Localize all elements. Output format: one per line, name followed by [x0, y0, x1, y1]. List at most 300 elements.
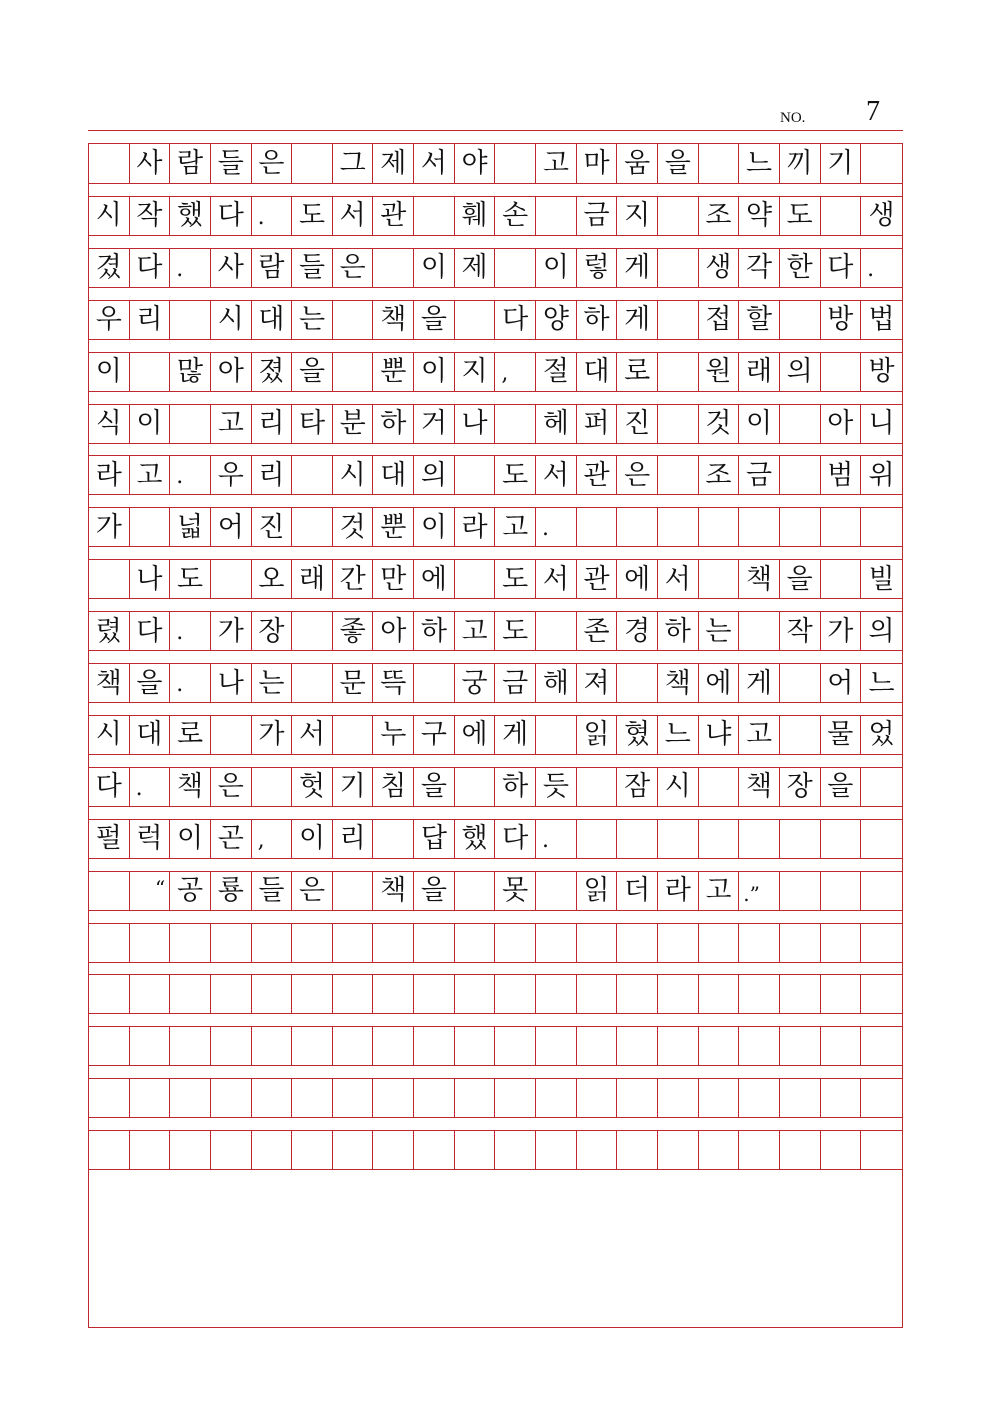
grid-row [89, 611, 902, 651]
grid-cell [739, 820, 780, 858]
grid-cell [739, 1131, 780, 1169]
grid-cell: 라 [455, 508, 496, 546]
grid-row [89, 559, 902, 599]
grid-cell: 은 [292, 872, 333, 910]
grid-cell [89, 144, 130, 183]
grid-cell [658, 353, 699, 391]
grid-cell [455, 456, 496, 494]
grid-cell [780, 1027, 821, 1065]
grid-cell: 가 [252, 716, 293, 754]
grid-cell [658, 249, 699, 287]
grid-cell [617, 924, 658, 962]
grid-cell: 책 [658, 664, 699, 702]
grid-cell [414, 1131, 455, 1169]
grid-cell: 뿐 [373, 508, 414, 546]
grid-cell: 라 [658, 872, 699, 910]
grid-cell [536, 1131, 577, 1169]
grid-cell [699, 1079, 740, 1117]
grid-cell [617, 820, 658, 858]
grid-cell [821, 197, 862, 235]
header-rule [88, 130, 903, 131]
grid-cell: . [252, 197, 293, 235]
grid-cell: 우 [211, 456, 252, 494]
grid-cell: 위 [868, 459, 895, 491]
grid-cell [130, 1079, 171, 1117]
grid-cell [780, 1079, 821, 1117]
grid-cell: 고 [495, 508, 536, 546]
grid-cell [373, 975, 414, 1013]
grid-cell [780, 872, 821, 910]
grid-cell: 이 [414, 249, 455, 287]
grid-cell [617, 1027, 658, 1065]
grid-cell [89, 1027, 130, 1065]
grid-cell: 지 [617, 197, 658, 235]
grid-cell: 읽 [577, 716, 618, 754]
grid-cell: 관 [577, 560, 618, 598]
grid-cell [495, 249, 536, 287]
grid-cell: 할 [739, 301, 780, 339]
grid-cell [699, 768, 740, 806]
grid-cell [861, 768, 902, 806]
grid-cell: 작 [130, 197, 171, 235]
grid-cell: , [252, 820, 293, 858]
grid-cell [292, 612, 333, 650]
grid-cell [861, 1131, 902, 1169]
grid-cell [699, 508, 740, 546]
grid-cell [536, 975, 577, 1013]
grid-cell [780, 820, 821, 858]
grid-cell [373, 1131, 414, 1169]
grid-cell [699, 1027, 740, 1065]
grid-cell: 지 [455, 353, 496, 391]
grid-cell [292, 144, 333, 183]
grid-cell [170, 301, 211, 339]
grid-cell: 이 [414, 508, 455, 546]
grid-cell: 럭 [130, 820, 171, 858]
grid-row [89, 663, 902, 703]
grid-cell: 게 [617, 301, 658, 339]
grid-cell: 어 [821, 664, 862, 702]
grid-cell [699, 975, 740, 1013]
grid-cell: 래 [739, 353, 780, 391]
grid-cell: 구 [414, 716, 455, 754]
grid-cell: 다 [89, 768, 130, 806]
grid-cell: 나 [130, 560, 171, 598]
grid-cell: 게 [495, 716, 536, 754]
grid-cell [252, 1131, 293, 1169]
grid-cell [211, 975, 252, 1013]
grid-cell [658, 924, 699, 962]
grid-cell: 다 [211, 197, 252, 235]
grid-cell: 들 [211, 144, 252, 183]
grid-cell: 느 [658, 716, 699, 754]
grid-cell: 조 [699, 456, 740, 494]
grid-cell [211, 1079, 252, 1117]
grid-cell: 을 [780, 560, 821, 598]
grid-row [89, 923, 902, 963]
grid-cell: 게 [617, 249, 658, 287]
grid-cell [89, 1131, 130, 1169]
grid-cell [780, 405, 821, 443]
grid-cell [455, 872, 496, 910]
grid-cell: . [867, 256, 875, 282]
grid-cell [170, 1131, 211, 1169]
grid-cell: 리 [252, 456, 293, 494]
grid-cell [414, 197, 455, 235]
grid-cell: 것 [333, 508, 374, 546]
grid-cell: 책 [739, 768, 780, 806]
grid-cell: 하 [658, 612, 699, 650]
grid-cell: . [170, 456, 211, 494]
grid-cell [333, 872, 374, 910]
grid-cell: 느 [739, 144, 780, 183]
grid-cell [617, 664, 658, 702]
grid-cell: 그 [333, 144, 374, 183]
grid-cell: 도 [495, 560, 536, 598]
grid-cell [89, 975, 130, 1013]
grid-row [89, 1078, 902, 1118]
grid-cell: . [170, 612, 211, 650]
grid-row [89, 404, 902, 444]
grid-cell: 손 [495, 197, 536, 235]
grid-cell [333, 716, 374, 754]
grid-cell [780, 924, 821, 962]
grid-cell: 방 [868, 356, 895, 388]
grid-cell: 다 [130, 249, 171, 287]
grid-cell [170, 975, 211, 1013]
grid-cell: 고 [536, 144, 577, 183]
grid-cell: 의 [414, 456, 455, 494]
grid-cell [821, 353, 862, 391]
grid-cell: 들 [292, 249, 333, 287]
grid-cell: 도 [495, 612, 536, 650]
grid-cell [292, 924, 333, 962]
grid-cell: 금 [739, 456, 780, 494]
grid-cell: 렸 [89, 612, 130, 650]
grid-cell: . [536, 508, 577, 546]
grid-cell [577, 975, 618, 1013]
grid-cell [617, 508, 658, 546]
manuscript-sheet [88, 143, 903, 1328]
grid-cell: 아 [821, 405, 862, 443]
grid-row [89, 1026, 902, 1066]
grid-cell: 나 [455, 405, 496, 443]
grid-cell [89, 560, 130, 598]
grid-cell [333, 924, 374, 962]
grid-cell [292, 664, 333, 702]
grid-cell [536, 924, 577, 962]
grid-cell [577, 508, 618, 546]
grid-cell: 거 [414, 405, 455, 443]
grid-cell [333, 353, 374, 391]
grid-cell [699, 924, 740, 962]
grid-cell: 우 [89, 301, 130, 339]
grid-row [89, 1130, 902, 1170]
grid-cell [455, 1027, 496, 1065]
grid-cell: 책 [170, 768, 211, 806]
grid-cell: 을 [292, 353, 333, 391]
grid-cell [130, 1131, 171, 1169]
grid-cell: 도 [495, 456, 536, 494]
grid-cell [861, 820, 902, 858]
grid-cell: 대 [130, 716, 171, 754]
grid-cell [414, 924, 455, 962]
grid-cell: 듯 [536, 768, 577, 806]
grid-cell: 이 [170, 820, 211, 858]
grid-row [89, 248, 902, 288]
grid-cell: 혔 [617, 716, 658, 754]
grid-cell [821, 924, 862, 962]
grid-cell [130, 508, 171, 546]
grid-cell [414, 1027, 455, 1065]
grid-cell [861, 144, 902, 183]
grid-cell [536, 716, 577, 754]
grid-cell [130, 353, 171, 391]
grid-cell: 서 [536, 456, 577, 494]
grid-cell [89, 872, 130, 910]
grid-cell: 제 [373, 144, 414, 183]
grid-cell: 느 [868, 667, 895, 699]
grid-cell [577, 1131, 618, 1169]
grid-cell: 다 [821, 249, 862, 287]
grid-cell [617, 975, 658, 1013]
grid-cell [414, 975, 455, 1013]
grid-cell [821, 1079, 862, 1117]
grid-cell [536, 1079, 577, 1117]
grid-cell: 가 [89, 508, 130, 546]
grid-cell [252, 1027, 293, 1065]
grid-cell: 제 [455, 249, 496, 287]
grid-cell [821, 872, 862, 910]
grid-cell: . [130, 768, 171, 806]
grid-cell: 물 [821, 716, 862, 754]
grid-cell: 고 [455, 612, 496, 650]
grid-cell: 오 [252, 560, 293, 598]
grid-cell: 다 [130, 612, 171, 650]
grid-cell: 문 [333, 664, 374, 702]
grid-cell: 하 [495, 768, 536, 806]
grid-cell: 장 [780, 768, 821, 806]
grid-cell: 고 [211, 405, 252, 443]
grid-cell: 서 [658, 560, 699, 598]
grid-cell [170, 1079, 211, 1117]
grid-cell: 하 [414, 612, 455, 650]
grid-cell: 대 [252, 301, 293, 339]
grid-cell: 식 [89, 405, 130, 443]
grid-cell [333, 1131, 374, 1169]
grid-cell: 을 [658, 144, 699, 183]
grid-row [89, 871, 902, 911]
grid-cell: 하 [373, 405, 414, 443]
grid-cell: 분 [333, 405, 374, 443]
grid-cell: 에 [414, 560, 455, 598]
grid-cell: 누 [373, 716, 414, 754]
grid-cell: 접 [699, 301, 740, 339]
grid-cell [780, 716, 821, 754]
grid-cell [780, 1131, 821, 1169]
grid-cell: 로 [617, 353, 658, 391]
grid-cell [170, 924, 211, 962]
grid-cell [699, 1131, 740, 1169]
grid-cell: 이 [739, 405, 780, 443]
grid-cell [739, 975, 780, 1013]
grid-cell: 도 [292, 197, 333, 235]
grid-cell: 기 [333, 768, 374, 806]
grid-cell [333, 1027, 374, 1065]
grid-cell: 기 [821, 144, 862, 183]
grid-cell [495, 405, 536, 443]
grid-cell: 범 [821, 456, 862, 494]
grid-cell: 해 [536, 664, 577, 702]
grid-cell: 헛 [292, 768, 333, 806]
grid-cell [130, 924, 171, 962]
grid-cell: 에 [617, 560, 658, 598]
grid-cell: 양 [536, 301, 577, 339]
grid-cell: 금 [495, 664, 536, 702]
grid-cell [739, 612, 780, 650]
grid-cell: 아 [373, 612, 414, 650]
grid-cell [292, 975, 333, 1013]
grid-cell: 만 [373, 560, 414, 598]
grid-cell [861, 508, 902, 546]
grid-cell [861, 1027, 902, 1065]
grid-cell: 대 [577, 353, 618, 391]
grid-row [89, 196, 902, 236]
grid-cell: 많 [170, 353, 211, 391]
grid-cell [821, 1027, 862, 1065]
grid-cell: , [495, 353, 536, 391]
grid-cell [780, 975, 821, 1013]
grid-cell [658, 508, 699, 546]
grid-cell: 어 [211, 508, 252, 546]
grid-cell: 져 [577, 664, 618, 702]
grid-cell [821, 820, 862, 858]
grid-cell [536, 612, 577, 650]
grid-cell: 서 [292, 716, 333, 754]
grid-cell: . [536, 820, 577, 858]
grid-cell [252, 1079, 293, 1117]
grid-cell [739, 1027, 780, 1065]
grid-cell: 빌 [868, 563, 895, 595]
grid-cell: 이 [292, 820, 333, 858]
grid-cell [658, 820, 699, 858]
grid-cell: 리 [252, 405, 293, 443]
grid-cell: 서 [536, 560, 577, 598]
grid-cell [211, 1131, 252, 1169]
grid-cell [577, 1027, 618, 1065]
grid-cell: 는 [699, 612, 740, 650]
grid-cell: 금 [577, 197, 618, 235]
grid-cell [780, 664, 821, 702]
grid-cell [699, 820, 740, 858]
grid-cell [333, 301, 374, 339]
grid-cell: 조 [699, 197, 740, 235]
grid-cell: 냐 [699, 716, 740, 754]
grid-cell [373, 924, 414, 962]
grid-cell [617, 1131, 658, 1169]
grid-cell: 을 [130, 664, 171, 702]
grid-cell: 이 [130, 405, 171, 443]
grid-cell: 야 [455, 144, 496, 183]
grid-cell: 경 [617, 612, 658, 650]
grid-cell [292, 456, 333, 494]
grid-cell [292, 1027, 333, 1065]
grid-cell: 생 [868, 200, 895, 232]
grid-cell: 작 [780, 612, 821, 650]
grid-cell: 읽 [577, 872, 618, 910]
grid-row [89, 715, 902, 755]
grid-cell: 람 [252, 249, 293, 287]
grid-cell: 도 [170, 560, 211, 598]
grid-cell: 퍼 [577, 405, 618, 443]
grid-cell [333, 975, 374, 1013]
grid-cell: 책 [739, 560, 780, 598]
grid-cell [373, 1079, 414, 1117]
grid-cell: 의 [868, 615, 895, 647]
grid-cell: 렇 [577, 249, 618, 287]
grid-cell: 을 [414, 768, 455, 806]
grid-cell: 침 [373, 768, 414, 806]
grid-cell: 시 [89, 716, 130, 754]
grid-cell [211, 560, 252, 598]
grid-cell: 방 [821, 301, 862, 339]
grid-cell: 시 [211, 301, 252, 339]
grid-row [89, 767, 902, 807]
grid-cell [211, 1027, 252, 1065]
grid-cell [861, 975, 902, 1013]
grid-cell: 책 [373, 301, 414, 339]
grid-cell: 시 [89, 197, 130, 235]
grid-cell: 약 [739, 197, 780, 235]
grid-cell [455, 768, 496, 806]
grid-cell: 공 [170, 872, 211, 910]
grid-cell [130, 1027, 171, 1065]
grid-row [89, 819, 902, 859]
grid-cell [577, 924, 618, 962]
grid-cell: 사 [130, 144, 171, 183]
grid-cell: 리 [130, 301, 171, 339]
grid-cell [739, 1079, 780, 1117]
grid-cell: 헤 [536, 405, 577, 443]
grid-cell [577, 820, 618, 858]
grid-cell [739, 924, 780, 962]
grid-cell: 했 [455, 820, 496, 858]
grid-cell [658, 1131, 699, 1169]
grid-cell [130, 975, 171, 1013]
grid-cell: 이 [89, 353, 130, 391]
grid-cell: .” [739, 872, 780, 910]
grid-cell: . [170, 249, 211, 287]
grid-cell [861, 872, 902, 910]
grid-cell [292, 1131, 333, 1169]
grid-cell [170, 1027, 211, 1065]
grid-cell: 훼 [455, 197, 496, 235]
grid-cell: 하 [577, 301, 618, 339]
grid-cell [536, 197, 577, 235]
grid-cell: 로 [170, 716, 211, 754]
grid-cell [373, 820, 414, 858]
grid-cell [373, 1027, 414, 1065]
grid-cell [333, 1079, 374, 1117]
grid-cell [414, 1079, 455, 1117]
grid-cell: 서 [414, 144, 455, 183]
grid-cell [739, 508, 780, 546]
grid-cell: 타 [292, 405, 333, 443]
grid-cell [495, 1131, 536, 1169]
grid-cell: 관 [373, 197, 414, 235]
grid-cell: 존 [577, 612, 618, 650]
grid-cell [577, 1079, 618, 1117]
